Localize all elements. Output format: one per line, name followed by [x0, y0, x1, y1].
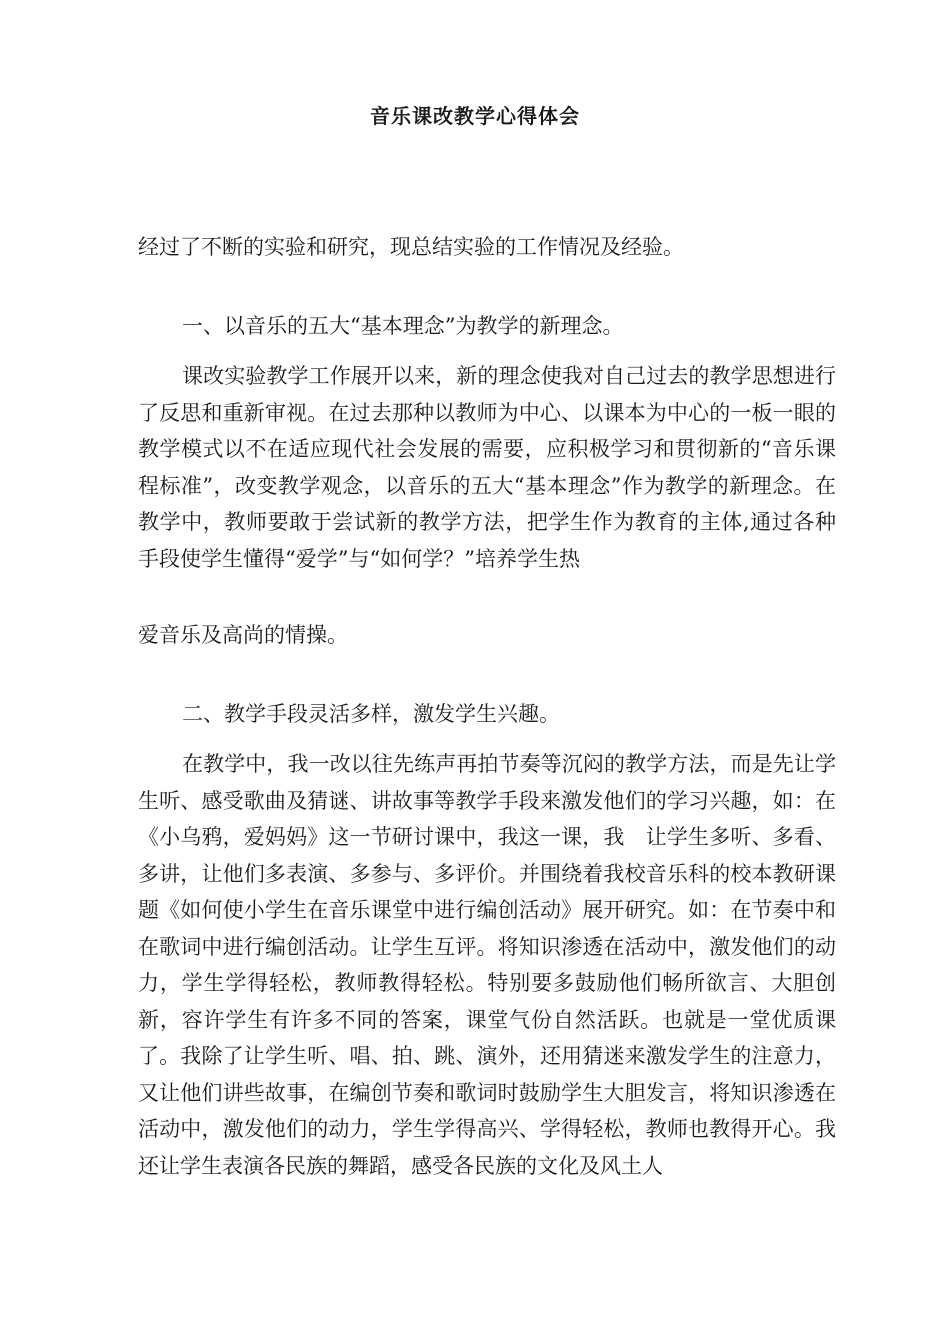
section-1-paragraph: 课改实验教学工作展开以来，新的理念使我对自己过去的教学思想进行了反思和重新审视。在过去那种以教师为中心、以课本为中心的一板一眼的教学模式以不在适应现代社会发展的需要，应积极学习和贯彻新的“音乐课程标准”，改变教学观念，以音乐的五大“基本理念”作为教学的新理念。在教学中，教师要敢于尝试新的教学方法，把学生作为教育的主体,通过各种手段使学生懂得“爱学”与“如何学？”培养学生热 [138, 364, 836, 571]
intro-paragraph: 经过了不断的实验和研究，现总结实验的工作情况及经验。 [138, 235, 684, 259]
section-1-heading: 一、以音乐的五大“基本理念”为教学的新理念。 [182, 314, 624, 338]
section-2-heading: 二、教学手段灵活多样，激发学生兴趣。 [182, 702, 560, 726]
section-1-paragraph-tail: 爱音乐及高尚的情操。 [138, 623, 348, 647]
section-2-paragraph: 在教学中，我一改以往先练声再拍节奏等沉闷的教学方法，而是先让学生听、感受歌曲及猜谜、讲故事等教学手段来激发他们的学习兴趣，如：在《小乌鸦，爱妈妈》这一节研讨课中，我这一课，我 让学生多听、多看、多讲，让他们多表演、多参与、多评价。并围绕着我校音乐科的校本教研课题《如何使小学生在音乐课堂中进行编创活动》展开研究。如：在节奏中和在歌词中进行编创活动。让学生互评。将知识渗透在活动中，激发他们的动力，学生学得轻松，教师教得轻松。特别要多鼓励他们畅所欲言、大胆创新，容许学生有许多不同的答案，课堂气份自然活跃。也就是一堂优质课了。我除了让学生听、唱、拍、跳、演外，还用猜迷来激发学生的注意力，又让他们讲些故事，在编创节奏和歌词时鼓励学生大胆发言，将知识渗透在活动中，激发他们的动力，学生学得高兴、学得轻松，教师也教得开心。我还让学生表演各民族的舞蹈，感受各民族的文化及风土人 [138, 752, 836, 1178]
document-title: 音乐课改教学心得体会 [370, 104, 580, 128]
